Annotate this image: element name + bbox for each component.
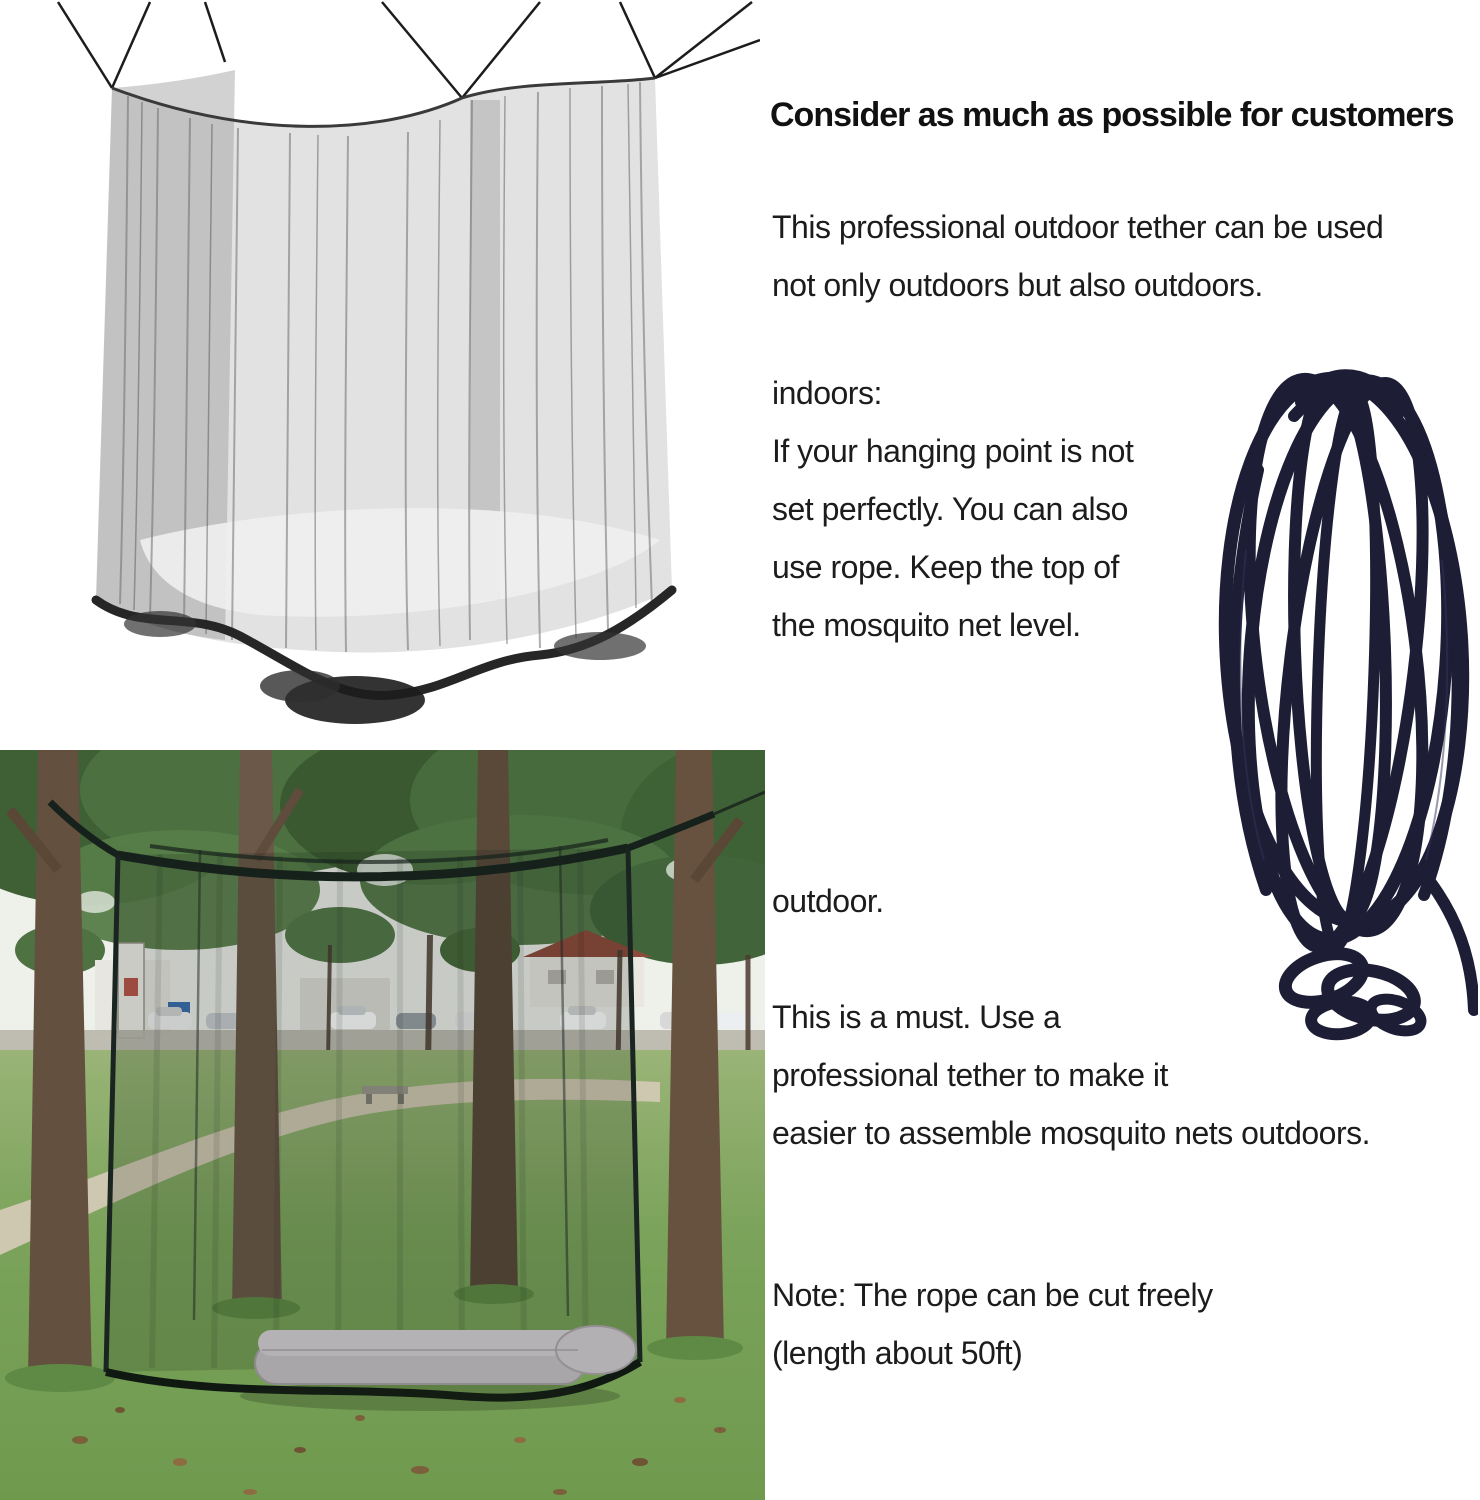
- text-line: use rope. Keep the top of: [772, 549, 1119, 585]
- outdoor-label: [772, 872, 884, 930]
- text-line: If your hanging point is not: [772, 433, 1134, 469]
- intro-paragraph: [772, 198, 1383, 314]
- hem-crumple: [124, 611, 196, 637]
- text-line: not only outdoors but also outdoors.: [772, 267, 1263, 303]
- indoors-paragraph: [772, 364, 1133, 654]
- hem-crumple: [260, 670, 340, 702]
- text-line: the mosquito net level.: [772, 607, 1081, 643]
- text-line: easier to assemble mosquito nets outdoors.: [772, 1115, 1370, 1151]
- headline: Consider as much as possible for customers: [770, 96, 1454, 134]
- rope-photo: [1206, 350, 1478, 1050]
- outdoor-net-photo: [0, 750, 765, 1500]
- note-paragraph: [772, 1266, 1213, 1382]
- indoor-net-photo: [0, 0, 760, 738]
- text-line: Note: The rope can be cut freely: [772, 1277, 1213, 1313]
- text-line: set perfectly. You can also: [772, 491, 1128, 527]
- indoor-net-illustration: [0, 0, 760, 738]
- indoors-label: indoors:: [772, 375, 882, 411]
- outdoor-paragraph: [772, 988, 1370, 1162]
- text-line: This is a must. Use a: [772, 999, 1061, 1035]
- text-line: professional tether to make it: [772, 1057, 1168, 1093]
- hem-crumple: [554, 632, 646, 660]
- rope-coil: [1212, 369, 1476, 1037]
- rope-illustration: [1206, 350, 1478, 1050]
- sleeping-pad: [240, 1326, 636, 1411]
- text-line: (length about 50ft): [772, 1335, 1023, 1371]
- text-line: outdoor.: [772, 883, 884, 919]
- text-line: This professional outdoor tether can be used: [772, 209, 1384, 245]
- outdoor-scene-illustration: [0, 750, 765, 1500]
